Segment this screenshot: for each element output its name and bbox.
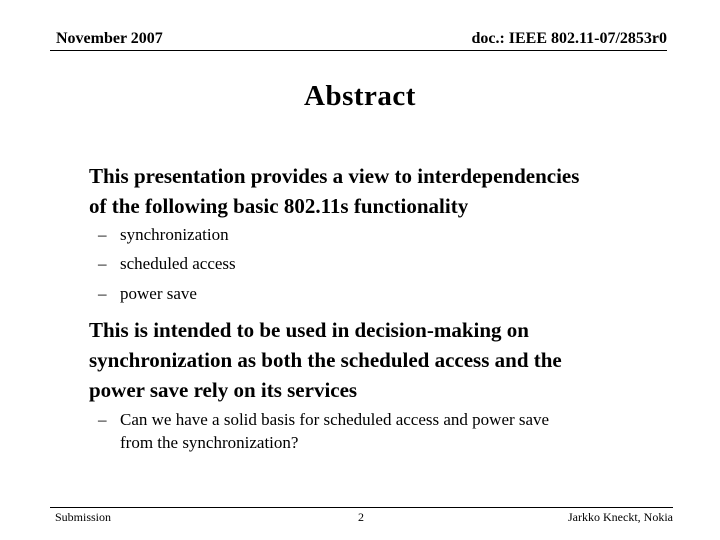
bullet-label: synchronization (120, 225, 229, 244)
header-doc-id: doc.: IEEE 802.11-07/2853r0 (471, 30, 667, 47)
bullet-dash: – (98, 225, 107, 244)
bullet-synchronization (98, 223, 658, 246)
bullet-dash: – (98, 284, 107, 303)
question-line-2: from the synchronization? (120, 433, 299, 452)
header-date: November 2007 (56, 30, 163, 47)
purpose-line-1: This is intended to be used in decision-making on (89, 318, 529, 342)
intro-line-1: This presentation provides a view to interdependencies (89, 164, 580, 188)
footer-author: Jarkko Kneckt, Nokia (568, 510, 673, 524)
intro-paragraph (89, 161, 689, 221)
bullet-question (98, 408, 658, 454)
bullet-scheduled-access (98, 252, 658, 275)
bullet-label: scheduled access (120, 254, 236, 273)
bullet-power-save (98, 282, 658, 305)
header-divider (50, 50, 667, 51)
slide-title: Abstract (304, 80, 416, 112)
purpose-line-2: synchronization as both the scheduled access and the (89, 348, 562, 372)
footer-divider (50, 507, 673, 508)
purpose-paragraph (89, 315, 689, 405)
bullet-label: power save (120, 284, 197, 303)
footer-page-number: 2 (358, 510, 364, 524)
intro-line-2: of the following basic 802.11s functionality (89, 194, 469, 218)
footer-submission: Submission (55, 510, 112, 524)
bullet-dash: – (98, 254, 107, 273)
question-line-1: Can we have a solid basis for scheduled access and power save (120, 410, 550, 429)
bullet-dash: – (98, 410, 107, 429)
purpose-line-3: power save rely on its services (89, 378, 358, 402)
